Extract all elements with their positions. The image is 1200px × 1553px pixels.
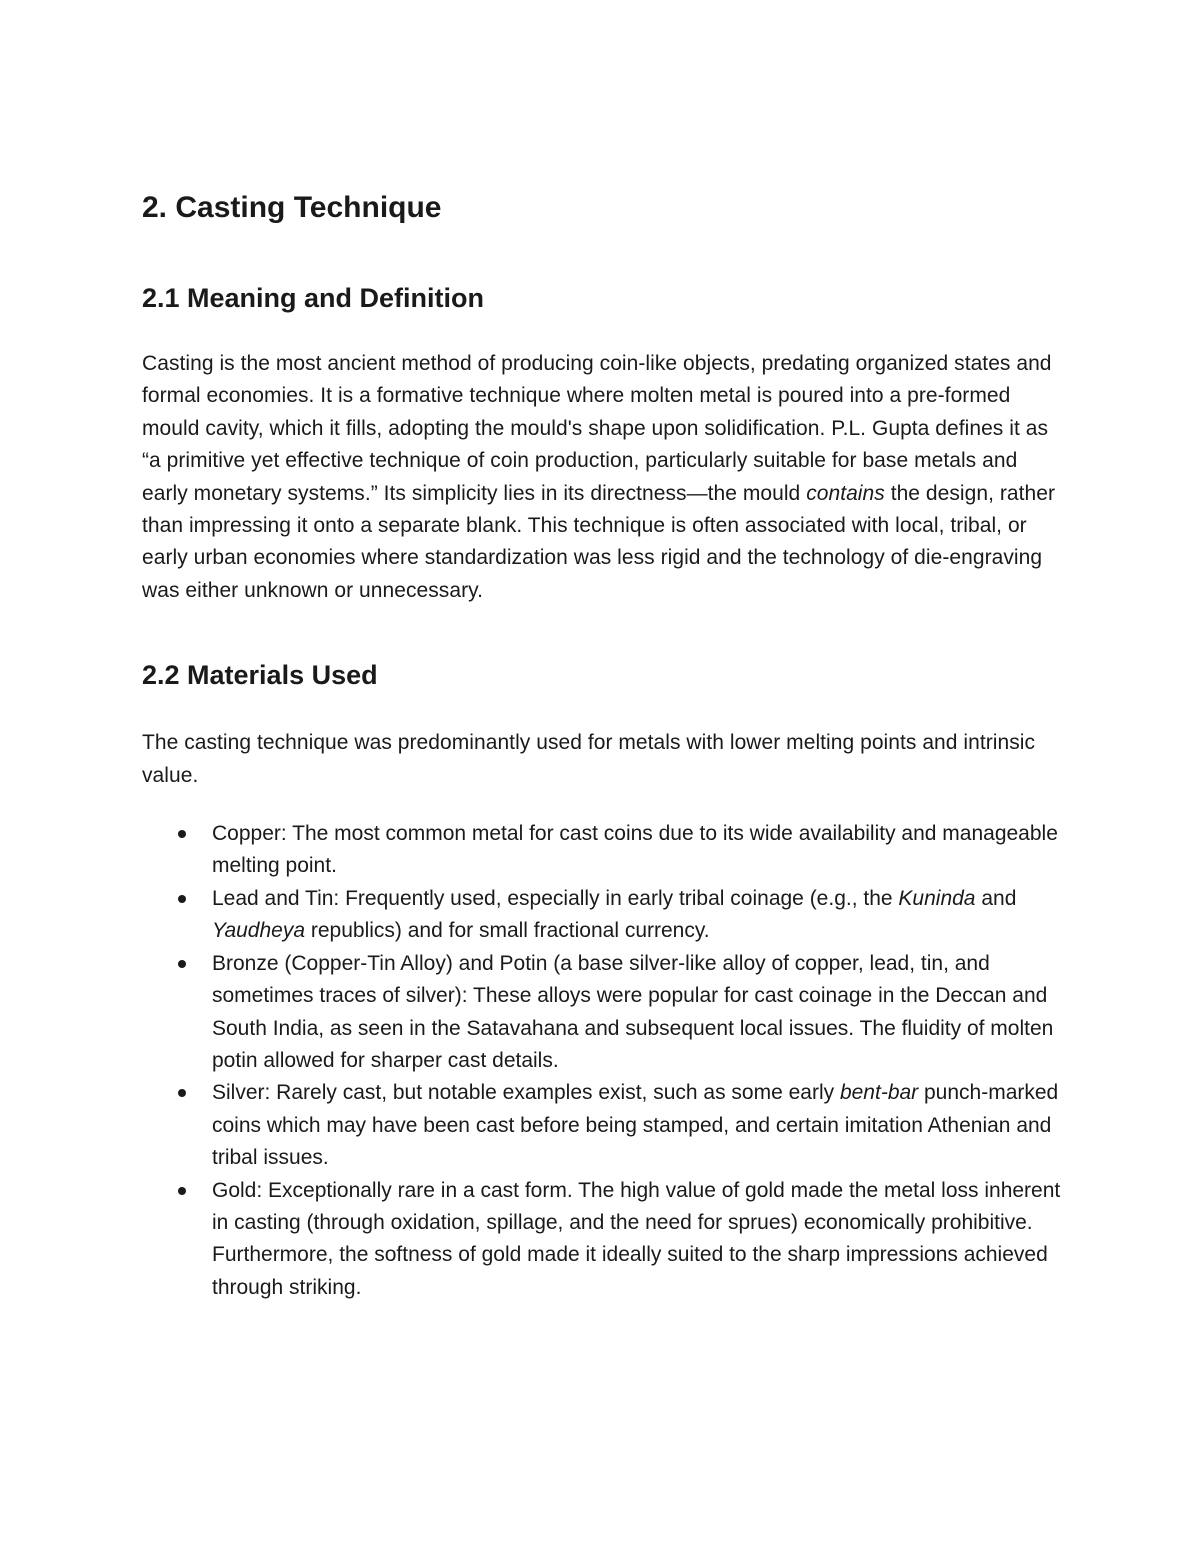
list-item-copper bbox=[142, 818, 1067, 883]
materials-list bbox=[142, 818, 1067, 1304]
list-item-text: republics) and for small fractional currency. bbox=[305, 919, 710, 943]
list-item-emphasis: bent-bar bbox=[839, 1081, 919, 1105]
bullet-icon bbox=[178, 830, 186, 838]
list-item-emphasis: Kuninda bbox=[898, 886, 976, 910]
list-item-emphasis: Yaudheya bbox=[212, 919, 306, 943]
meaning-text-part1: Casting is the most ancient method of producing coin-like objects, predating organized states and formal economies. It is a formative technique where molten metal is poured into a pre-formed mould cavity, which it fills, adopting the mould's shape upon solidification. P.L. Gupta defines it as “a primitive yet effective technique of coin production, particularly suitable for base metals and early monetary systems.” Its simplicity lies in its directness—the mould bbox=[142, 352, 1052, 505]
section-title: 2. Casting Technique bbox=[142, 191, 442, 224]
list-item-bronze-potin bbox=[142, 948, 1067, 1078]
list-item-text: Lead and Tin: Frequently used, especially in early tribal coinage (e.g., the bbox=[212, 886, 899, 910]
meaning-emphasis: contains bbox=[806, 481, 885, 505]
list-item-text: Gold: Exceptionally rare in a cast form. The high value of gold made the metal loss inherent in casting (through oxidation, spillage, and the need for sprues) economically prohibitive. Furthermore, the softness of gold made it ideally suited to the sharp impressions achieved through striking. bbox=[212, 1178, 1061, 1299]
meaning-text-part2: the design, rather than impressing it onto a separate blank. This technique is often associated with local, tribal, or early urban economies where standardization was less rigid and the technology of die-engraving was either unknown or unnecessary. bbox=[142, 481, 1056, 602]
bullet-icon bbox=[178, 895, 186, 903]
list-item-text: Copper: The most common metal for cast coins due to its wide availability and manageable melting point. bbox=[212, 822, 1058, 878]
bullet-icon bbox=[178, 960, 186, 968]
meaning-paragraph bbox=[142, 348, 1067, 607]
materials-intro: The casting technique was predominantly used for metals with lower melting points and intrinsic value. bbox=[142, 731, 1036, 787]
materials-heading: 2.2 Materials Used bbox=[142, 660, 378, 691]
list-item-text: punch-marked coins which may have been cast before being stamped, and certain imitation Athenian and tribal issues. bbox=[212, 1081, 1059, 1170]
list-item-lead-tin bbox=[142, 883, 1067, 948]
list-item-silver bbox=[142, 1077, 1067, 1174]
list-item-text: and bbox=[975, 886, 1017, 910]
meaning-heading: 2.1 Meaning and Definition bbox=[142, 283, 485, 313]
list-item-text: Silver: Rarely cast, but notable examples exist, such as some early bbox=[212, 1081, 840, 1105]
list-item-text: Bronze (Copper-Tin Alloy) and Potin (a base silver-like alloy of copper, lead, tin, and sometimes traces of silver): These alloys were popular for cast coinage in the Deccan and South India, as seen in the Satavahana and subsequent local issues. The fluidity of molten potin allowed for sharper cast details. bbox=[212, 951, 1054, 1072]
bullet-icon bbox=[178, 1089, 186, 1097]
bullet-icon bbox=[178, 1187, 186, 1195]
list-item-gold bbox=[142, 1175, 1067, 1305]
document-content bbox=[142, 188, 1067, 1304]
